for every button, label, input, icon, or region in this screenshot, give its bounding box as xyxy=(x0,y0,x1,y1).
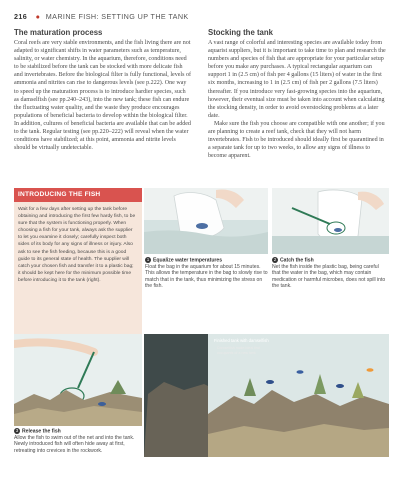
step-3-body: Allow the fish to swim out of the net and into the tank. Newly introduced fish will often hide away at first, retreating into crevices in the rockwork. xyxy=(14,434,135,454)
introducing-fish-panel xyxy=(14,188,142,334)
maturation-heading: The maturation process xyxy=(14,28,103,37)
stocking-section xyxy=(208,28,388,160)
float-bag-photo xyxy=(144,188,268,254)
release-fish-photo xyxy=(14,334,142,426)
step-2-number: 2 xyxy=(273,257,277,262)
step-3-title: Release the fish xyxy=(22,428,61,435)
maturation-section xyxy=(14,28,192,152)
step-1-title: Equalize water temperatures xyxy=(153,257,223,264)
panel-body: Wait for a few days after setting up the tank before obtaining and introducing the first few hardy fish, to be sure that the system is functioning properly. When choosing a fish for your tank, always ask the supplier to let you examine it closely; carefully inspect both sides of its body for any signs of illness or injury. Also ask to see the fish feeding, because this is a good guide to its general state of health. The supplier will catch your chosen fish and transfer it to a plastic bag; it should be kept here for the minimum possible time before introducing it to the tank (right). xyxy=(18,207,136,283)
stocking-body-2: Make sure the fish you choose are compatible with one another; if you are planning to create a reef tank, check that they will not harm invertebrates. Fish to be introduced should ideally first be quarantined in a separate tank for up to two weeks, to allow any signs of illness to become apparent. xyxy=(208,120,385,160)
tank-photo-label: Finished tank with damselfish xyxy=(214,338,269,343)
maturation-body: Coral reefs are very stable environments, and the fish living there are not adapted to significant shifts in water parameters such as temperature, salinity, or water chemistry. In the aquarium, therefore, conditions need to be stabilized before the tank can be stocked with more delicate fish and invertebrates. Before the biological filter is fully functional, levels of ammonia and nitrites can rise to dangerous levels (see p.222). One way to speed up the maturation process is to introduce hardier species, such as damselfish (see pp.240–243), into the new tank; these fish can endure the fluctuating water quality, and the waste they produce encourages populations of beneficial bacteria to develop within the biological filter. In addition, cultures of beneficial bacteria are available that can be added to the tank. Regular testing (see pp.220–222) will reveal when the water conditions have stabilized; at this point, ammonia and nitrite levels should be virtually undetectable. xyxy=(14,40,191,152)
step-3-caption xyxy=(14,428,142,454)
step-1-body: Float the bag in the aquarium for about 15 minutes. This allows the temperature in the bag to slowly rise to match that in the tank, thus minimizing the stress on the fish. xyxy=(145,263,268,290)
net-fish-photo xyxy=(272,188,389,254)
stocking-heading: Stocking the tank xyxy=(208,28,273,37)
tank-photo-sublabel: Damselfish make ideal first occupants of a new tank xyxy=(217,346,260,355)
running-header xyxy=(14,12,189,21)
section-title: MARINE FISH: SETTING UP THE TANK xyxy=(45,12,189,21)
panel-heading: INTRODUCING THE FISH xyxy=(14,188,142,202)
header-bullet: ● xyxy=(35,12,41,21)
step-2-caption xyxy=(272,257,388,290)
step-2-body: Net the fish inside the plastic bag, being careful that the water in the bag, which may contain medication or harmful microbes, does not spill into the tank. xyxy=(272,263,386,290)
step-1-caption xyxy=(145,257,269,290)
step-2-title: Catch the fish xyxy=(280,257,314,264)
step-3-number: 3 xyxy=(15,428,19,433)
step-1-number: 1 xyxy=(146,257,150,262)
stocking-body: A vast range of colorful and interesting species are available today from aquarist suppliers, but it is important to take time to plan and research the numbers and species of fish that are appropriate for your particular setup before you make any purchases. A typical rectangular aquarium can support 1 in (2.5 cm) of fish per 4 gallons (15 liters) of water in the first six months, increasing to 1 in (2.5 cm) of fish per 2 gallons (7.5 liters) thereafter. If you introduce very fast-growing species into the aquarium, however, their eventual size must be taken into account when calculating the stocking density, in order to avoid overstocking problems at a later date. xyxy=(208,40,386,119)
page-number: 216 xyxy=(14,12,28,21)
